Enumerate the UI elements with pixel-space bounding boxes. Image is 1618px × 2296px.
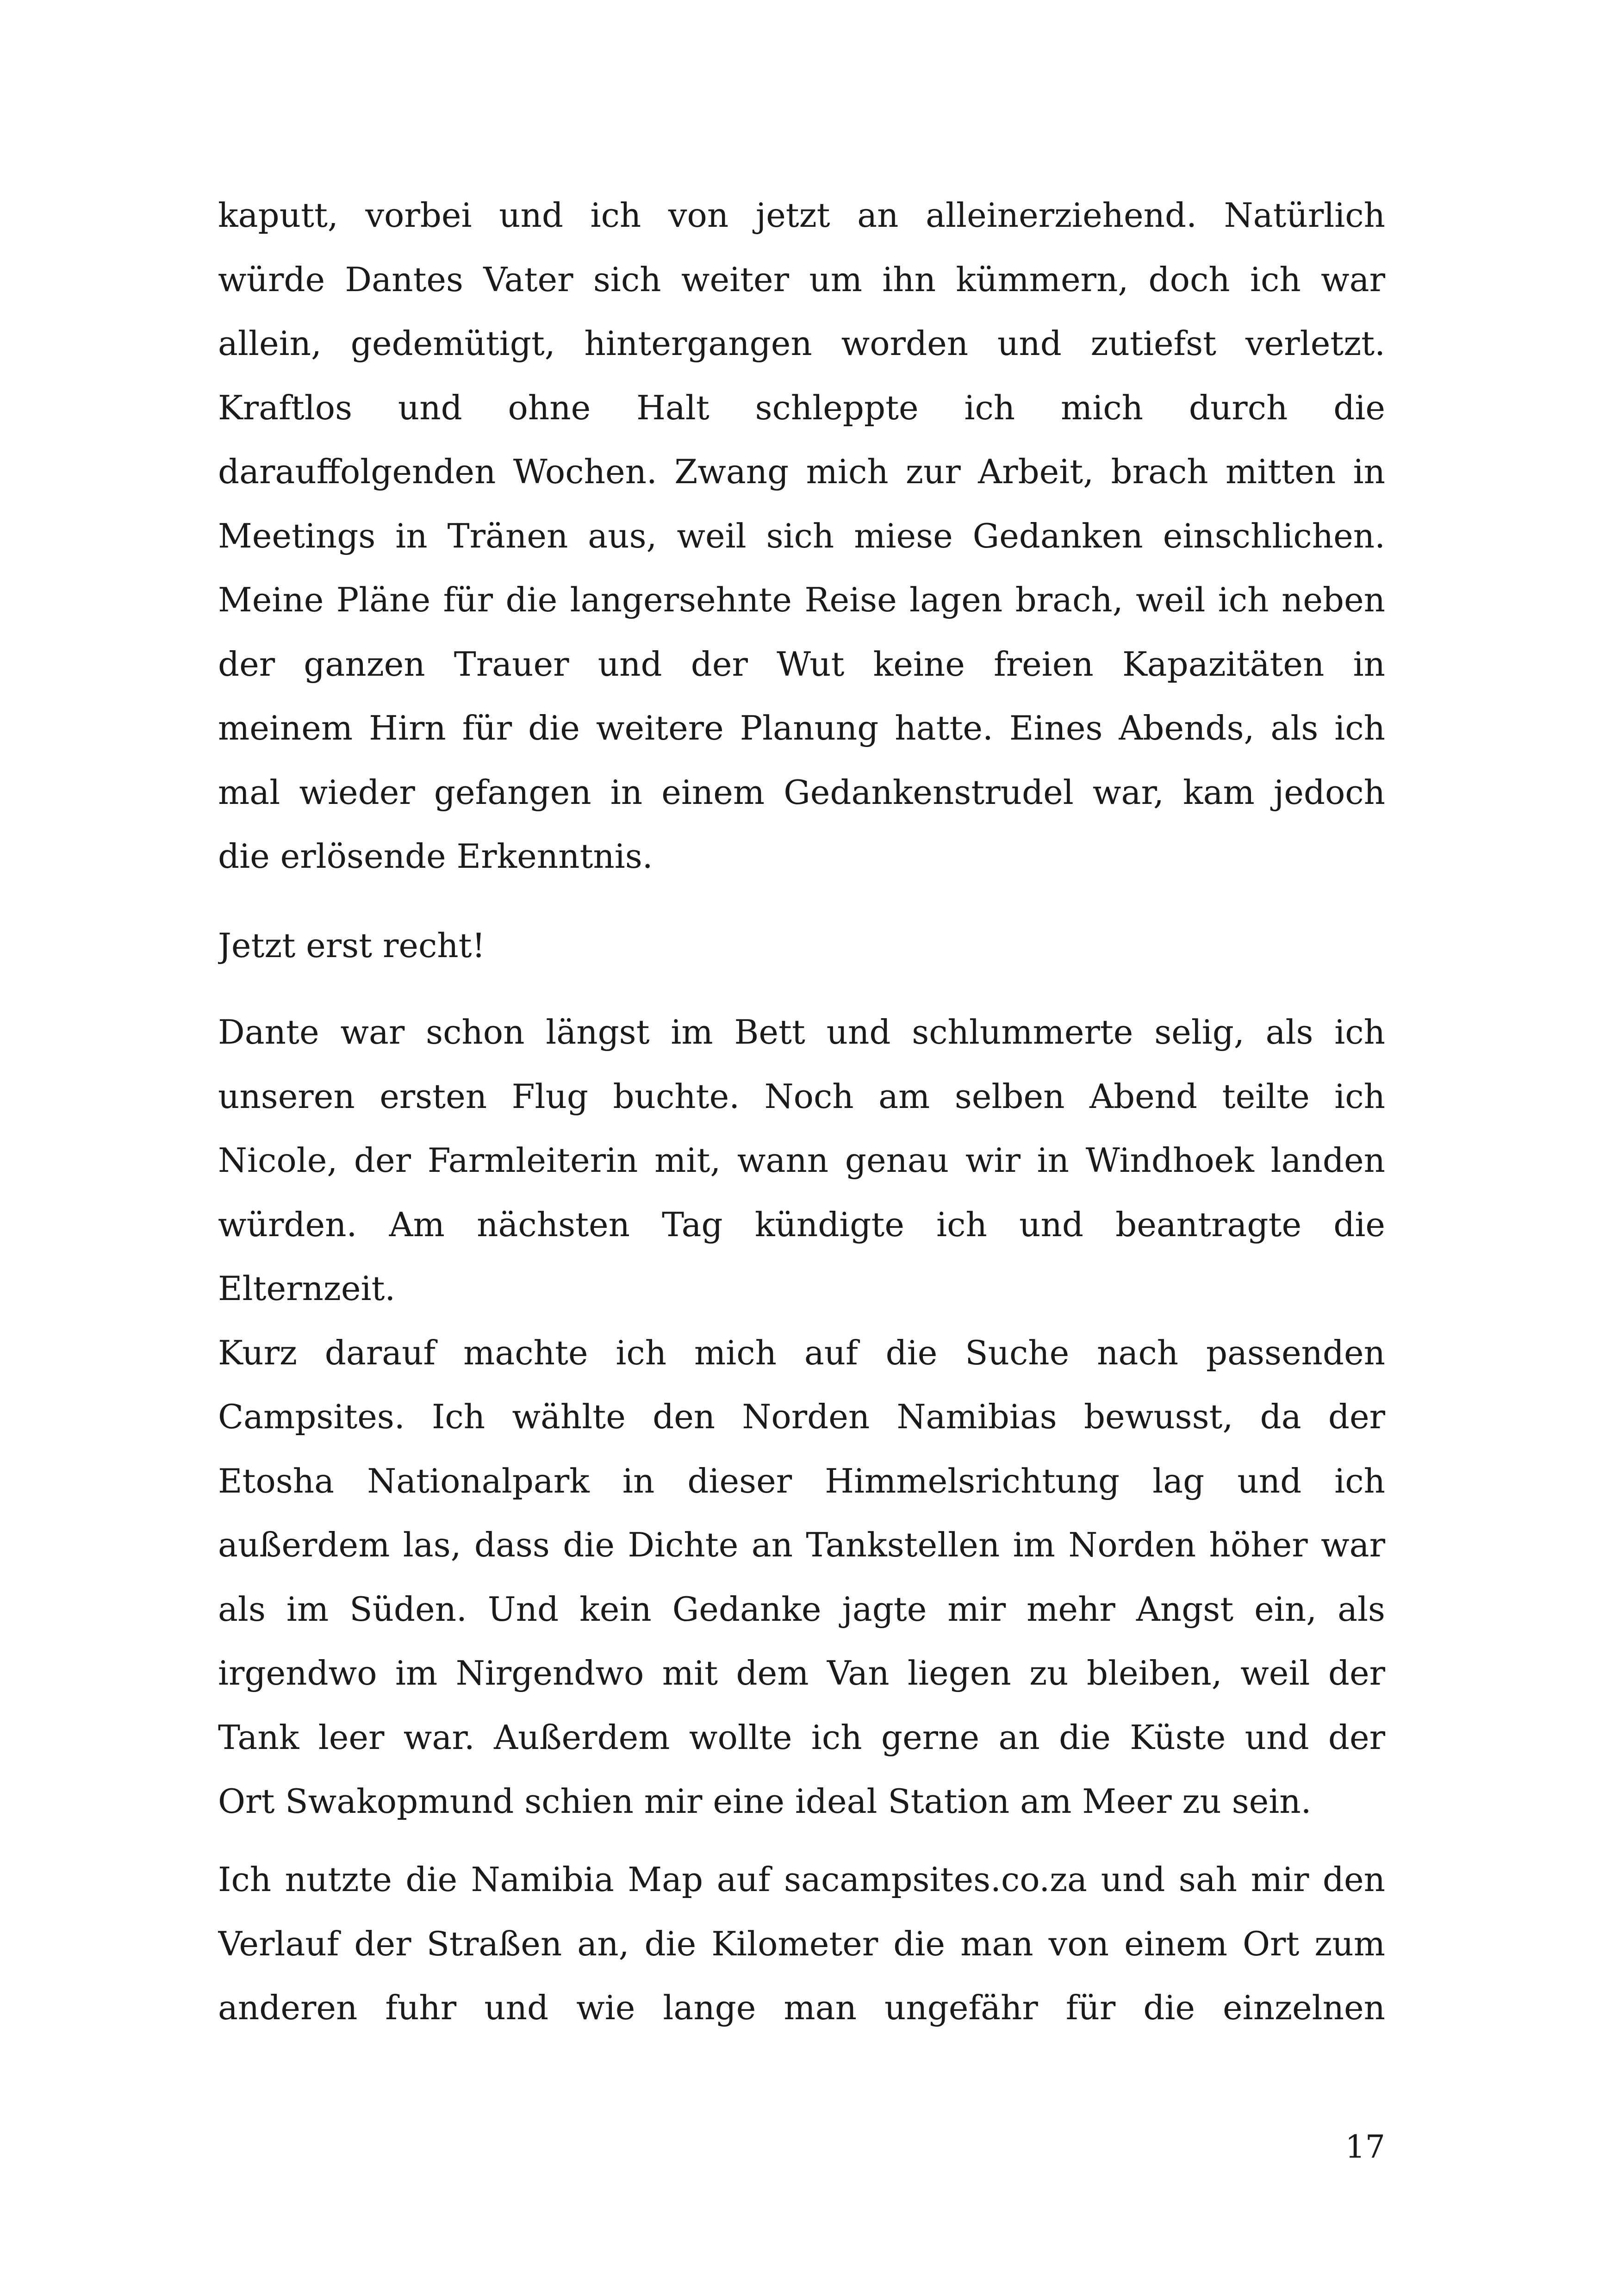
text-line-last: die erlösende Erkenntnis. bbox=[218, 837, 653, 876]
text-line-last: Elternzeit. bbox=[218, 1269, 396, 1308]
text-line: würde Dantes Vater sich weiter um ihn kümmern, doch ich war bbox=[218, 260, 1385, 299]
paragraph bbox=[218, 183, 1385, 889]
text-line: Verlauf der Straßen an, die Kilometer die man von einem Ort zum bbox=[218, 1924, 1385, 1963]
text-line: Jetzt erst recht! bbox=[218, 926, 485, 965]
text-line: Etosha Nationalpark in dieser Himmelsrichtung lag und ich bbox=[218, 1461, 1385, 1500]
text-line: meinem Hirn für die weitere Planung hatte. Eines Abends, als ich bbox=[218, 709, 1385, 747]
text-line: darauffolgenden Wochen. Zwang mich zur Arbeit, brach mitten in bbox=[218, 452, 1385, 491]
text-line: außerdem las, dass die Dichte an Tankstellen im Norden höher war bbox=[218, 1525, 1385, 1564]
paragraph bbox=[218, 914, 1385, 978]
text-line: anderen fuhr und wie lange man ungefähr für die einzelnen bbox=[218, 1988, 1385, 2027]
text-line: mal wieder gefangen in einem Gedankenstrudel war, kam jedoch bbox=[218, 772, 1385, 812]
text-line: Ich nutzte die Namibia Map auf sacampsites.co.za und sah mir den bbox=[218, 1860, 1385, 1899]
text-line: als im Süden. Und kein Gedanke jagte mir mehr Angst ein, als bbox=[218, 1589, 1385, 1629]
text-line: Kurz darauf machte ich mich auf die Suche nach passenden bbox=[218, 1333, 1385, 1372]
text-line: Dante war schon längst im Bett und schlummerte selig, als ich bbox=[218, 1013, 1385, 1052]
text-line: der ganzen Trauer und der Wut keine freien Kapazitäten in bbox=[218, 644, 1385, 684]
text-line: allein, gedemütigt, hintergangen worden und zutiefst verletzt. bbox=[218, 324, 1385, 363]
text-line: kaputt, vorbei und ich von jetzt an alleinerziehend. Natürlich bbox=[218, 196, 1385, 235]
text-line: Meine Pläne für die langersehnte Reise lagen brach, weil ich neben bbox=[218, 580, 1385, 619]
text-line: Kraftlos und ohne Halt schleppte ich mich durch die bbox=[218, 388, 1385, 427]
text-line: Tank leer war. Außerdem wollte ich gerne an die Küste und der bbox=[218, 1717, 1385, 1757]
text-line: unseren ersten Flug buchte. Noch am selben Abend teilte ich bbox=[218, 1076, 1385, 1116]
paragraph bbox=[218, 1848, 1385, 2040]
text-line: Meetings in Tränen aus, weil sich miese Gedanken einschlichen. bbox=[218, 516, 1385, 555]
text-line: irgendwo im Nirgendwo mit dem Van liegen zu bleiben, weil der bbox=[218, 1654, 1385, 1692]
text-line: würden. Am nächsten Tag kündigte ich und beantragte die bbox=[218, 1205, 1385, 1244]
text-line: Nicole, der Farmleiterin mit, wann genau wir in Windhoek landen bbox=[218, 1141, 1385, 1180]
paragraph bbox=[218, 1000, 1385, 1834]
text-line: Campsites. Ich wählte den Norden Namibias bewusst, da der bbox=[218, 1397, 1385, 1436]
page-number: 17 bbox=[1345, 2129, 1385, 2165]
text-line-last: Ort Swakopmund schien mir eine ideal Station am Meer zu sein. bbox=[218, 1782, 1312, 1821]
